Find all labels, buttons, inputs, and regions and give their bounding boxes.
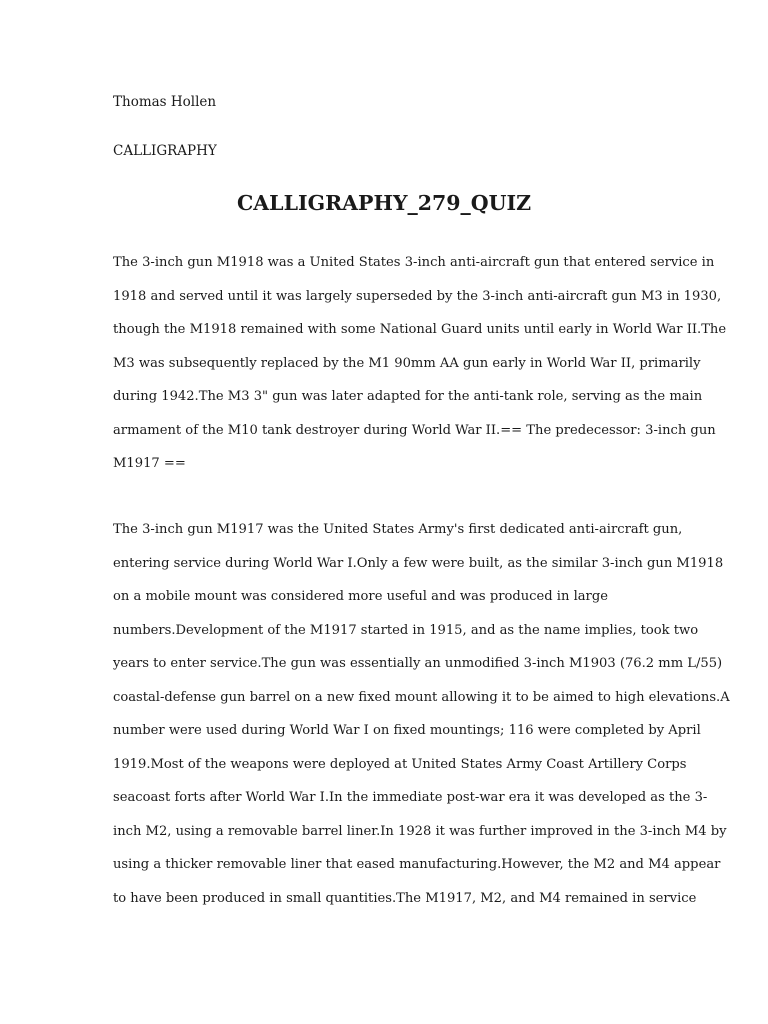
paragraph-line: 1918 and served until it was largely superseded by the 3-inch anti-aircraft gun M3 in 1930, bbox=[113, 288, 722, 304]
paragraph-line: The 3-inch gun M1917 was the United States Army's first dedicated anti-aircraft gun, bbox=[113, 522, 683, 537]
body-paragraph-2 bbox=[113, 513, 730, 915]
paragraph-line: during 1942.The M3 3" gun was later adapted for the anti-tank role, serving as the main bbox=[113, 389, 703, 404]
paragraph-line: inch M2, using a removable barrel liner.In 1928 it was further improved in the 3-inch M4 by bbox=[113, 823, 727, 839]
paragraph-line: number were used during World War I on fixed mountings; 116 were completed by April bbox=[113, 723, 701, 738]
course-name: CALLIGRAPHY bbox=[113, 143, 217, 159]
document-title: CALLIGRAPHY_279_QUIZ bbox=[236, 191, 532, 215]
paragraph-line: The 3-inch gun M1918 was a United States 3-inch anti-aircraft gun that entered service in bbox=[113, 255, 715, 270]
paragraph-line: using a thicker removable liner that eased manufacturing.However, the M2 and M4 appear bbox=[113, 857, 721, 872]
body-paragraph-1 bbox=[113, 246, 727, 481]
paragraph-line: seacoast forts after World War I.In the immediate post-war era it was developed as the 3- bbox=[113, 790, 708, 805]
paragraph-line: M1917 == bbox=[113, 456, 186, 471]
paragraph-line: though the M1918 remained with some National Guard units until early in World War II.The bbox=[113, 322, 727, 337]
paragraph-line: M3 was subsequently replaced by the M1 90mm AA gun early in World War II, primarily bbox=[113, 355, 701, 371]
paragraph-line: to have been produced in small quantities.The M1917, M2, and M4 remained in service bbox=[113, 890, 697, 906]
paragraph-line: entering service during World War I.Only a few were built, as the similar 3-inch gun M1918 bbox=[113, 555, 724, 571]
author-name: Thomas Hollen bbox=[113, 94, 217, 110]
paragraph-line: armament of the M10 tank destroyer during World War II.== The predecessor: 3-inch gun bbox=[113, 422, 716, 438]
paragraph-line: 1919.Most of the weapons were deployed at United States Army Coast Artillery Corps bbox=[113, 756, 687, 772]
paragraph-line: coastal-defense gun barrel on a new fixed mount allowing it to be aimed to high elevations.A bbox=[113, 689, 730, 705]
paragraph-line: numbers.Development of the M1917 started in 1915, and as the name implies, took two bbox=[113, 622, 699, 638]
paragraph-line: years to enter service.The gun was essentially an unmodified 3-inch M1903 (76.2 mm L/55) bbox=[113, 656, 723, 671]
paragraph-line: on a mobile mount was considered more useful and was produced in large bbox=[113, 589, 608, 604]
